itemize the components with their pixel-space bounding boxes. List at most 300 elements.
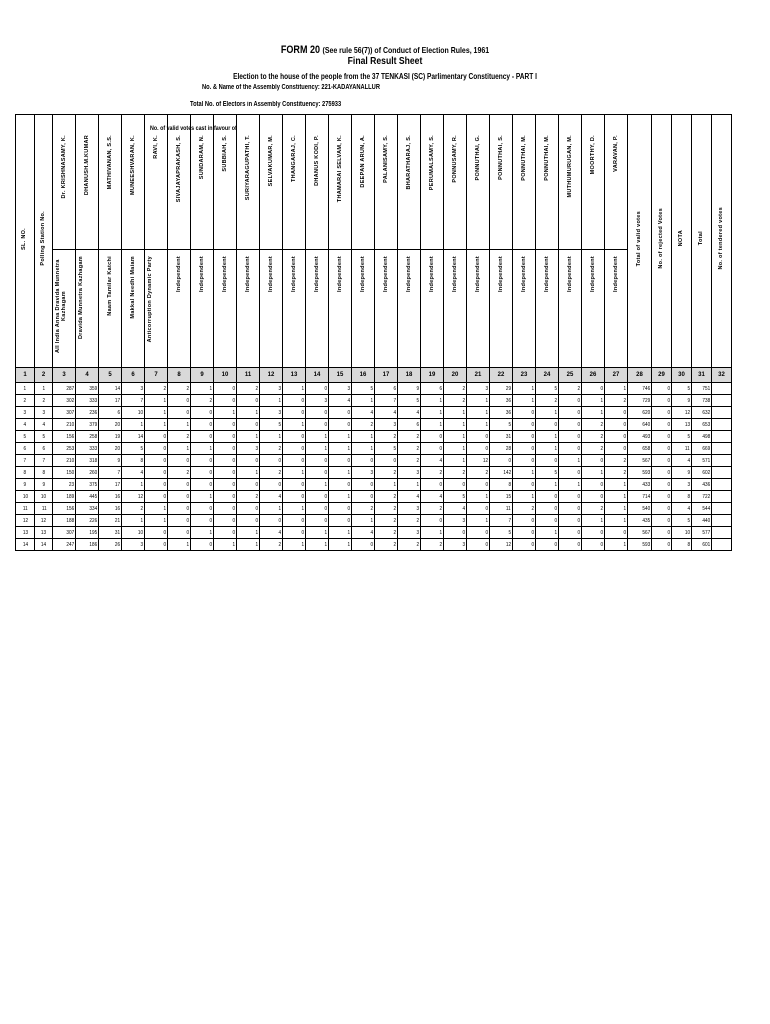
cell-value: 10 (137, 409, 143, 416)
cell-value: 0 (485, 445, 488, 452)
table-cell (652, 419, 672, 431)
table-cell (237, 395, 260, 407)
table-cell (444, 431, 467, 443)
table-cell (559, 383, 582, 395)
header-text: PERUMALSAMY, S. (429, 135, 435, 191)
table-cell (490, 419, 513, 431)
cell-value: 729 (642, 397, 650, 404)
table-cell (467, 527, 490, 539)
table-cell (692, 431, 712, 443)
cell-value: 2 (186, 385, 189, 392)
table-cell (122, 395, 145, 407)
header-text: PONNUTHAI, G. (475, 135, 481, 181)
cell-value: 593 (642, 469, 650, 476)
table-cell (605, 503, 628, 515)
table-cell (375, 455, 398, 467)
table-cell (53, 443, 76, 455)
table-cell (712, 383, 732, 395)
cell-value: 2 (485, 469, 488, 476)
table-cell (628, 491, 652, 503)
table-row (16, 395, 732, 407)
cell-value: 13 (22, 529, 29, 536)
cell-value: 247 (66, 541, 74, 548)
tendered-header (712, 115, 732, 368)
header-text: Total of valid votes (635, 210, 642, 267)
header-text: MOORTHY, D. (590, 135, 596, 175)
cell-value: 16 (114, 493, 120, 500)
table-cell (490, 527, 513, 539)
cell-value: 2 (278, 541, 281, 548)
cell-value: 1 (462, 409, 465, 416)
cell-value: 12 (684, 409, 690, 416)
cell-value: 0 (278, 457, 281, 464)
table-cell (652, 539, 672, 551)
cell-value: 0 (209, 457, 212, 464)
party-header (490, 250, 513, 368)
cell-value: 14 (114, 385, 120, 392)
table-cell (375, 479, 398, 491)
column-number: 19 (421, 368, 444, 383)
column-number: 4 (76, 368, 99, 383)
cell-value: 0 (209, 517, 212, 524)
cell-value: 0 (531, 529, 534, 536)
header-text: Dr. KRISHNASAMY, K. (61, 135, 67, 199)
cell-value: 12 (41, 517, 47, 524)
table-cell (168, 383, 191, 395)
table-cell (605, 515, 628, 527)
candidate-name-header (375, 115, 398, 250)
cell-value: 0 (255, 481, 258, 488)
table-cell (329, 443, 352, 455)
header-text: SIVAJAYAPRAKASH, S. (176, 135, 182, 203)
table-cell (398, 395, 421, 407)
table-cell (467, 395, 490, 407)
table-cell (692, 515, 712, 527)
table-cell (352, 383, 375, 395)
table-cell (513, 479, 536, 491)
header-text: Independent (337, 256, 343, 293)
cell-value: 2 (600, 433, 603, 440)
cell-value: 0 (577, 529, 580, 536)
table-cell (76, 407, 99, 419)
table-cell (260, 479, 283, 491)
sl-no-header (16, 115, 35, 368)
table-row (16, 479, 732, 491)
cell-value: 0 (667, 493, 670, 500)
cell-value: 2 (439, 505, 442, 512)
cell-value: 433 (642, 481, 650, 488)
cell-value: 0 (667, 433, 670, 440)
cell-value: 658 (642, 445, 650, 452)
table-cell (122, 491, 145, 503)
cell-value: 2 (393, 529, 396, 536)
table-cell (490, 515, 513, 527)
column-number: 13 (283, 368, 306, 383)
header-text: PONNUTHAI, S. (498, 135, 504, 180)
table-cell (260, 383, 283, 395)
cell-value: 2 (370, 505, 373, 512)
table-cell (53, 395, 76, 407)
table-cell (122, 431, 145, 443)
table-cell (375, 539, 398, 551)
table-cell (306, 539, 329, 551)
table-cell (168, 431, 191, 443)
cell-value: 3 (140, 541, 143, 548)
table-cell (672, 407, 692, 419)
cell-value: 0 (301, 457, 304, 464)
cell-value: 1 (209, 445, 212, 452)
table-cell (122, 503, 145, 515)
column-number: 27 (605, 368, 628, 383)
party-header (237, 250, 260, 368)
column-number: 10 (214, 368, 237, 383)
result-table (15, 114, 732, 551)
cell-value: 1 (623, 517, 626, 524)
cell-value: 2 (140, 505, 143, 512)
cell-value: 8 (42, 469, 46, 476)
candidate-name-header (168, 115, 191, 250)
table-cell (672, 539, 692, 551)
table-cell (513, 515, 536, 527)
table-cell (191, 479, 214, 491)
table-cell (398, 491, 421, 503)
table-cell (375, 443, 398, 455)
cell-value: 2 (393, 505, 396, 512)
cell-value: 4 (462, 505, 465, 512)
table-cell (53, 467, 76, 479)
column-number: 8 (168, 368, 191, 383)
table-cell (652, 443, 672, 455)
table-cell (237, 383, 260, 395)
cell-value: 11 (41, 505, 47, 512)
cell-value: 142 (503, 469, 511, 476)
table-cell (16, 515, 35, 527)
cell-value: 5 (42, 433, 46, 440)
table-cell (306, 515, 329, 527)
table-cell (692, 467, 712, 479)
table-cell (145, 515, 168, 527)
table-cell (712, 503, 732, 515)
table-cell (122, 539, 145, 551)
cell-value: 3 (416, 529, 419, 536)
table-cell (692, 527, 712, 539)
cell-value: 0 (485, 433, 488, 440)
cell-value: 0 (186, 481, 189, 488)
table-cell (652, 395, 672, 407)
table-cell (329, 407, 352, 419)
cell-value: 2 (23, 397, 27, 404)
cell-value: 0 (163, 445, 166, 452)
cell-value: 738 (702, 397, 710, 404)
candidate-name-header (99, 115, 122, 250)
cell-value: 0 (301, 445, 304, 452)
electors-line: Total No. of Electors in Assembly Constituency: 275933 (190, 101, 342, 108)
table-cell (398, 515, 421, 527)
column-number: 15 (329, 368, 352, 383)
cell-value: 0 (324, 409, 327, 416)
table-cell (513, 431, 536, 443)
table-cell (605, 419, 628, 431)
table-cell (99, 491, 122, 503)
table-cell (191, 383, 214, 395)
table-cell (672, 491, 692, 503)
cell-value: 1 (347, 493, 350, 500)
table-cell (605, 455, 628, 467)
cell-value: 2 (393, 493, 396, 500)
table-cell (306, 491, 329, 503)
table-cell (421, 491, 444, 503)
cell-value: 186 (89, 541, 97, 548)
cell-value: 1 (600, 397, 603, 404)
cell-value: 4 (370, 529, 373, 536)
header-text: SURIYARAGUPATHI, T. (245, 135, 251, 201)
cell-value: 2 (278, 445, 281, 452)
cell-value: 11 (506, 505, 511, 512)
table-cell (260, 491, 283, 503)
table-cell (513, 539, 536, 551)
cell-value: 5 (462, 493, 465, 500)
header-text: Independent (452, 256, 458, 293)
table-cell (692, 419, 712, 431)
table-cell (76, 503, 99, 515)
candidate-name-header (536, 115, 559, 250)
table-cell (76, 443, 99, 455)
candidate-name-header (283, 115, 306, 250)
table-cell (260, 395, 283, 407)
table-cell (53, 491, 76, 503)
table-cell (352, 419, 375, 431)
table-cell (76, 479, 99, 491)
table-cell (99, 515, 122, 527)
party-header (329, 250, 352, 368)
table-cell (375, 383, 398, 395)
cell-value: 1 (370, 397, 373, 404)
cell-value: 14 (22, 541, 29, 548)
cell-value: 3 (278, 385, 281, 392)
cell-value: 2 (554, 397, 557, 404)
table-cell (122, 479, 145, 491)
cell-value: 4 (347, 397, 350, 404)
table-cell (306, 431, 329, 443)
cell-value: 1 (462, 433, 465, 440)
cell-value: 1 (186, 541, 189, 548)
table-cell (467, 503, 490, 515)
table-cell (421, 455, 444, 467)
cell-value: 0 (255, 421, 258, 428)
cell-value: 1 (485, 397, 488, 404)
cell-value: 0 (462, 529, 465, 536)
cell-value: 0 (667, 421, 670, 428)
cell-value: 0 (600, 541, 603, 548)
cell-value: 4 (687, 505, 690, 512)
cell-value: 12 (505, 541, 511, 548)
table-cell (692, 443, 712, 455)
cell-value: 0 (255, 457, 258, 464)
header-text: PONNUSAMY, R. (452, 135, 458, 183)
table-cell (467, 455, 490, 467)
table-cell (53, 479, 76, 491)
table-cell (191, 443, 214, 455)
cell-value: 2 (393, 517, 396, 524)
table-cell (283, 491, 306, 503)
table-cell (513, 383, 536, 395)
cell-value: 10 (22, 493, 29, 500)
cell-value: 0 (508, 457, 511, 464)
table-cell (35, 419, 53, 431)
table-cell (214, 419, 237, 431)
table-cell (652, 491, 672, 503)
table-cell (214, 539, 237, 551)
cell-value: 540 (642, 505, 650, 512)
cell-value: 0 (531, 409, 534, 416)
table-cell (168, 491, 191, 503)
cell-value: 13 (41, 529, 47, 536)
candidate-name-header (260, 115, 283, 250)
cell-value: 1 (623, 385, 626, 392)
table-cell (237, 515, 260, 527)
table-cell (352, 539, 375, 551)
table-cell (122, 515, 145, 527)
cell-value: 21 (114, 517, 120, 524)
table-cell (605, 383, 628, 395)
table-cell (145, 383, 168, 395)
table-cell (352, 443, 375, 455)
header-text: Makkal Needhi Maiam (130, 256, 136, 319)
cell-value: 1 (577, 457, 580, 464)
cell-value: 0 (531, 541, 534, 548)
cell-value: 0 (301, 517, 304, 524)
table-cell (53, 419, 76, 431)
candidate-name-header (145, 115, 168, 250)
cell-value: 1 (255, 469, 258, 476)
table-cell (329, 515, 352, 527)
table-cell (145, 407, 168, 419)
table-cell (559, 455, 582, 467)
header-text: Total (697, 231, 704, 246)
cell-value: 0 (186, 517, 189, 524)
cell-value: 1 (462, 457, 465, 464)
table-cell (76, 455, 99, 467)
cell-value: 236 (89, 409, 97, 416)
table-cell (490, 431, 513, 443)
table-cell (99, 527, 122, 539)
column-number: 5 (99, 368, 122, 383)
table-cell (329, 419, 352, 431)
cell-value: 0 (209, 541, 212, 548)
cell-value: 1 (370, 433, 373, 440)
cell-value: 1 (623, 505, 626, 512)
cell-value: 0 (186, 397, 189, 404)
table-cell (375, 515, 398, 527)
table-cell (145, 491, 168, 503)
table-cell (712, 467, 732, 479)
cell-value: 226 (89, 517, 97, 524)
table-cell (76, 527, 99, 539)
cell-value: 2 (393, 541, 396, 548)
table-cell (145, 455, 168, 467)
cell-value: 0 (370, 541, 373, 548)
cell-value: 1 (140, 421, 143, 428)
column-number: 7 (145, 368, 168, 383)
cell-value: 2 (462, 469, 465, 476)
table-cell (260, 455, 283, 467)
table-cell (76, 431, 99, 443)
cell-value: 669 (702, 445, 710, 452)
column-number: 28 (628, 368, 652, 383)
cell-value: 379 (89, 421, 97, 428)
cell-value: 0 (623, 529, 626, 536)
party-header (53, 250, 76, 368)
table-cell (191, 395, 214, 407)
table-cell (352, 407, 375, 419)
cell-value: 1 (554, 433, 557, 440)
table-cell (35, 443, 53, 455)
cell-value: 1 (623, 493, 626, 500)
table-cell (99, 539, 122, 551)
table-cell (444, 491, 467, 503)
table-cell (444, 443, 467, 455)
cell-value: 1 (623, 541, 626, 548)
cell-value: 5 (508, 421, 511, 428)
assembly-line: No. & Name of the Assembly Constituency: 221-KADAYANALLUR (202, 84, 380, 91)
cell-value: 0 (577, 445, 580, 452)
table-cell (237, 503, 260, 515)
cell-value: 1 (600, 517, 603, 524)
table-cell (145, 395, 168, 407)
table-cell (421, 527, 444, 539)
cell-value: 751 (702, 385, 710, 392)
table-cell (444, 455, 467, 467)
header-text: DHANUS KODI, P. (314, 135, 320, 186)
table-cell (712, 443, 732, 455)
table-cell (628, 383, 652, 395)
rejected-header (652, 115, 672, 368)
cell-value: 4 (278, 493, 281, 500)
cell-value: 0 (370, 481, 373, 488)
cell-value: 2 (209, 397, 212, 404)
cell-value: 0 (186, 457, 189, 464)
table-cell (513, 395, 536, 407)
cell-value: 0 (554, 517, 557, 524)
table-cell (559, 479, 582, 491)
table-cell (99, 443, 122, 455)
party-header (145, 250, 168, 368)
table-cell (76, 419, 99, 431)
cell-value: 0 (163, 493, 166, 500)
table-cell (536, 395, 559, 407)
cell-value: 333 (89, 397, 97, 404)
table-cell (35, 467, 53, 479)
cell-value: 0 (163, 457, 166, 464)
cell-value: 1 (255, 433, 258, 440)
cell-value: 307 (66, 409, 74, 416)
cell-value: 1 (531, 385, 534, 392)
table-cell (99, 503, 122, 515)
cell-value: 0 (209, 433, 212, 440)
cell-value: 3 (687, 481, 690, 488)
table-cell (513, 419, 536, 431)
party-header (559, 250, 582, 368)
table-cell (490, 383, 513, 395)
table-cell (467, 479, 490, 491)
cell-value: 7 (117, 469, 120, 476)
column-number: 22 (490, 368, 513, 383)
table-cell (628, 515, 652, 527)
form-title-text: FORM 20 (280, 44, 321, 56)
cell-value: 5 (370, 385, 373, 392)
column-number: 3 (53, 368, 76, 383)
cell-value: 2 (393, 433, 396, 440)
